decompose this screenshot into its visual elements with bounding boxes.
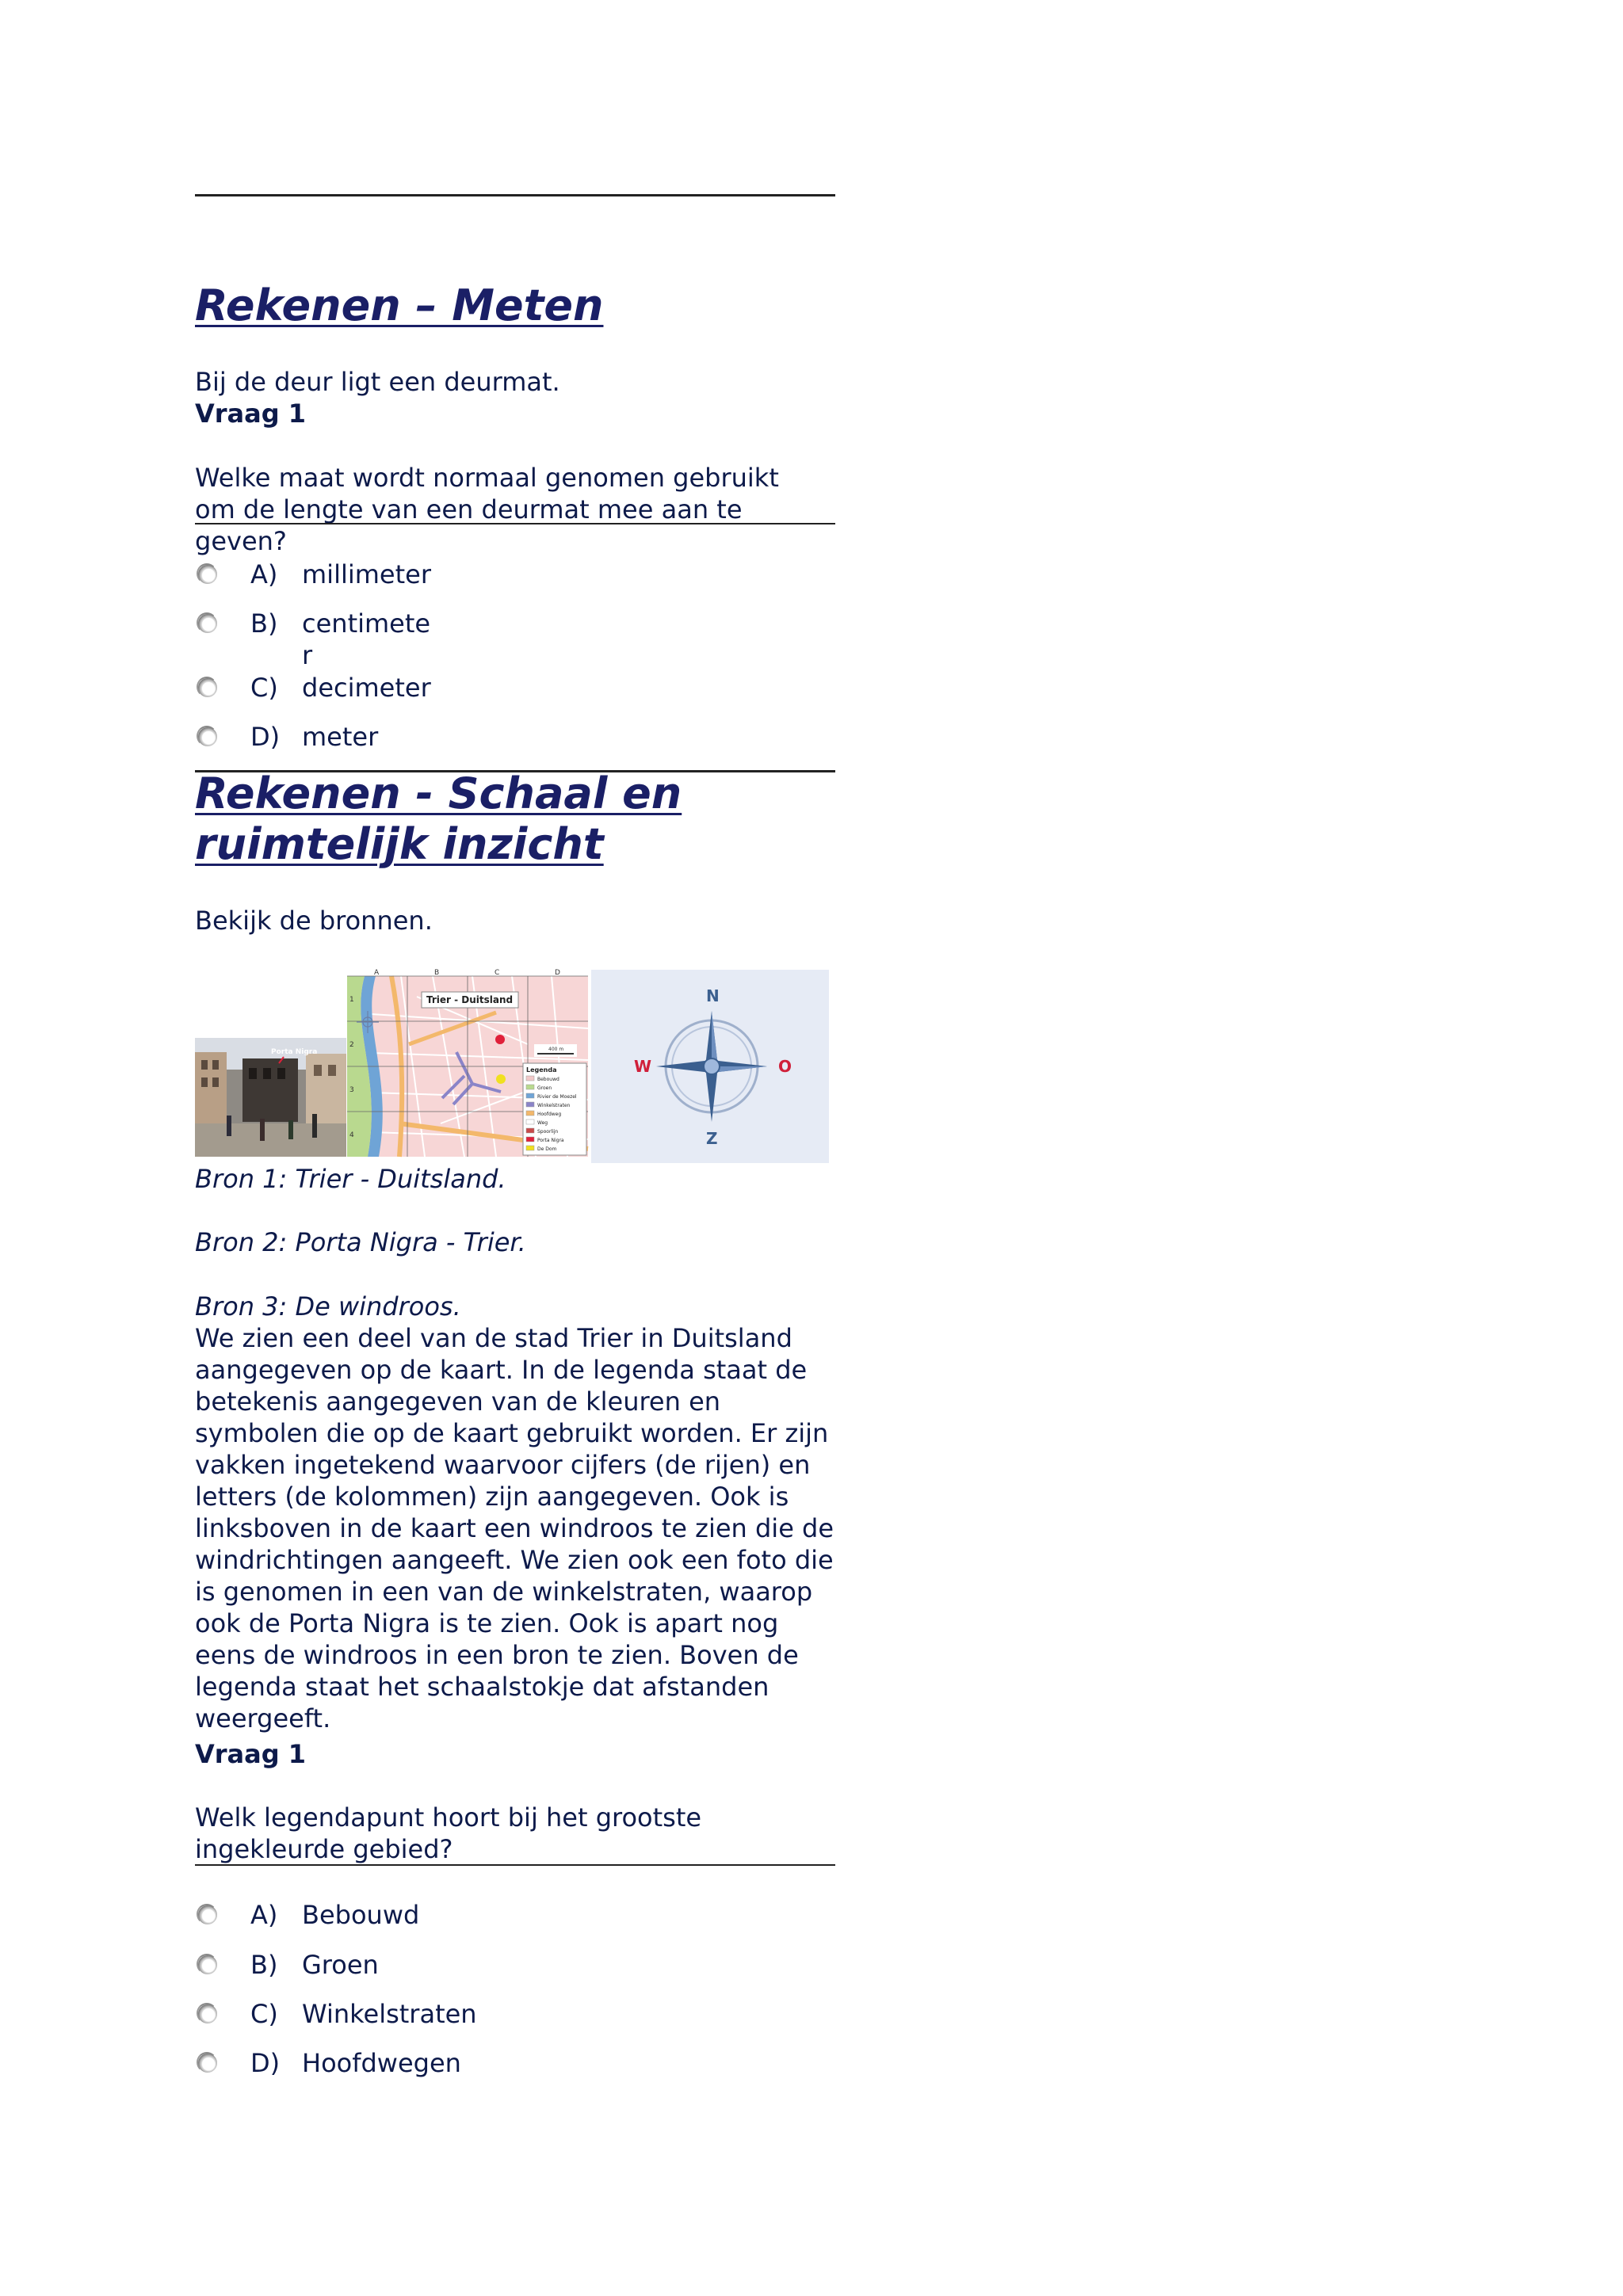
legend-swatch (526, 1119, 534, 1124)
source-caption-3: Bron 3: De windroos. (195, 1291, 461, 1322)
source-caption-1: Bron 1: Trier - Duitsland. (195, 1164, 506, 1194)
option-letter: C) (250, 1999, 278, 2029)
question-underline (195, 1864, 835, 1866)
option-letter: C) (250, 673, 278, 703)
intro-text: Bij de deur ligt een deurmat. (195, 367, 560, 397)
option-a[interactable] (198, 1899, 515, 1934)
map-row-label: 2 (349, 1041, 354, 1049)
map-col-label: A (374, 969, 380, 977)
porta-nigra-photo (195, 1038, 346, 1157)
legend-swatch (526, 1137, 534, 1142)
intro-text: Bekijk de bronnen. (195, 906, 433, 936)
legend-swatch (526, 1076, 534, 1081)
map-row-label: 1 (349, 996, 354, 1004)
description-text: We zien een deel van de stad Trier in Duitsland aangegeven op de kaart. In de legenda staat de betekenis aangegeven van de kleuren en symbolen die op de kaart gebruikt worden. Er zijn vakken ingetekend waarvoor cijfers (de rijen) en letters (de kolommen) zijn aangegeven. Ook is linksboven in de kaart een windroos te zien die de windrichtingen aangeeft. We zien ook een foto die is genomen in een van de winkelstraten, waarop ook de Porta Nigra is te zien. Ook is apart nog eens de windroos in een bron te zien. Boven de legenda staat het schaalstokje dat afstanden weergeeft. (195, 1323, 834, 1733)
radio-icon[interactable] (198, 614, 217, 633)
legend-label: Groen (537, 1085, 552, 1091)
option-text: meter (302, 722, 379, 752)
option-c[interactable] (198, 672, 515, 707)
map-scale-label: 400 m (548, 1047, 564, 1052)
compass-west: W (634, 1057, 652, 1076)
option-text: millimeter (302, 559, 431, 589)
option-c[interactable] (198, 1998, 515, 2033)
map-row-label: 3 (349, 1086, 354, 1094)
question-text: Welke maat wordt normaal genomen gebruikt om de lengte van een deurmat mee aan te geven? (195, 463, 779, 556)
question-label: Vraag 1 (195, 399, 307, 429)
question-label: Vraag 1 (195, 1739, 307, 1769)
map-title: Trier - Duitsland (426, 994, 514, 1005)
compass-north: N (706, 986, 720, 1005)
map-col-label: C (495, 969, 500, 977)
legend-swatch (526, 1146, 534, 1150)
option-letter: D) (250, 722, 281, 752)
option-letter: A) (250, 1900, 278, 1930)
map-col-label: B (434, 969, 440, 977)
radio-icon[interactable] (198, 2054, 217, 2073)
legend-swatch (526, 1128, 534, 1133)
option-a[interactable] (198, 559, 515, 593)
legend-swatch (526, 1111, 534, 1116)
legend-swatch (526, 1085, 534, 1089)
option-text: Winkelstraten (302, 1999, 477, 2029)
section-title-meten: Rekenen – Meten (195, 280, 604, 330)
option-text: Groen (302, 1950, 379, 1980)
legend-label: Winkelstraten (537, 1103, 571, 1108)
legend-swatch (526, 1093, 534, 1098)
option-text: Hoofdwegen (302, 2048, 461, 2078)
radio-icon[interactable] (198, 1955, 217, 1974)
map-row-label: 4 (349, 1131, 354, 1139)
radio-icon[interactable] (198, 565, 217, 584)
option-letter: D) (250, 2048, 281, 2078)
source-caption-2: Bron 2: Porta Nigra - Trier. (195, 1227, 526, 1257)
option-b[interactable] (198, 1949, 515, 1984)
question-text: Welk legendapunt hoort bij het grootste ingekleurde gebied? (195, 1802, 702, 1864)
compass-rose (591, 970, 829, 1163)
option-d[interactable] (198, 2047, 515, 2082)
option-letter: A) (250, 559, 278, 589)
legend-label: De Dom (537, 1146, 557, 1152)
option-letter: B) (250, 1950, 278, 1980)
legend-label: Bebouwd (537, 1077, 559, 1082)
legend-label: Porta Nigra (537, 1138, 564, 1143)
option-text: decimeter (302, 673, 431, 703)
source-images (195, 965, 829, 1163)
map-col-label: D (555, 969, 560, 977)
question-underline (195, 523, 835, 524)
photo-label: Porta Nigra (271, 1048, 318, 1056)
trier-map (347, 969, 588, 1157)
top-divider (195, 194, 835, 196)
option-text: centimeter (302, 608, 431, 670)
radio-icon[interactable] (198, 727, 217, 746)
dom-marker-icon (496, 1074, 506, 1084)
option-letter: B) (250, 608, 278, 639)
compass-east: O (778, 1057, 792, 1076)
legend-label: Hoofdweg (537, 1112, 562, 1117)
option-b[interactable] (198, 608, 515, 671)
option-text: Bebouwd (302, 1900, 420, 1930)
radio-icon[interactable] (198, 1905, 217, 1924)
option-d[interactable] (198, 721, 515, 756)
legend-label: Rivier de Moezel (537, 1094, 577, 1100)
porta-nigra-marker-icon (495, 1035, 505, 1044)
section-title-schaal: Rekenen - Schaal en ruimtelijk inzicht (195, 769, 682, 869)
legend-label: Spoorlijn (537, 1129, 559, 1135)
compass-south: Z (706, 1129, 718, 1148)
radio-icon[interactable] (198, 2004, 217, 2023)
legend-title: Legenda (526, 1066, 557, 1074)
legend-label: Weg (537, 1120, 548, 1126)
legend-swatch (526, 1102, 534, 1107)
radio-icon[interactable] (198, 678, 217, 697)
